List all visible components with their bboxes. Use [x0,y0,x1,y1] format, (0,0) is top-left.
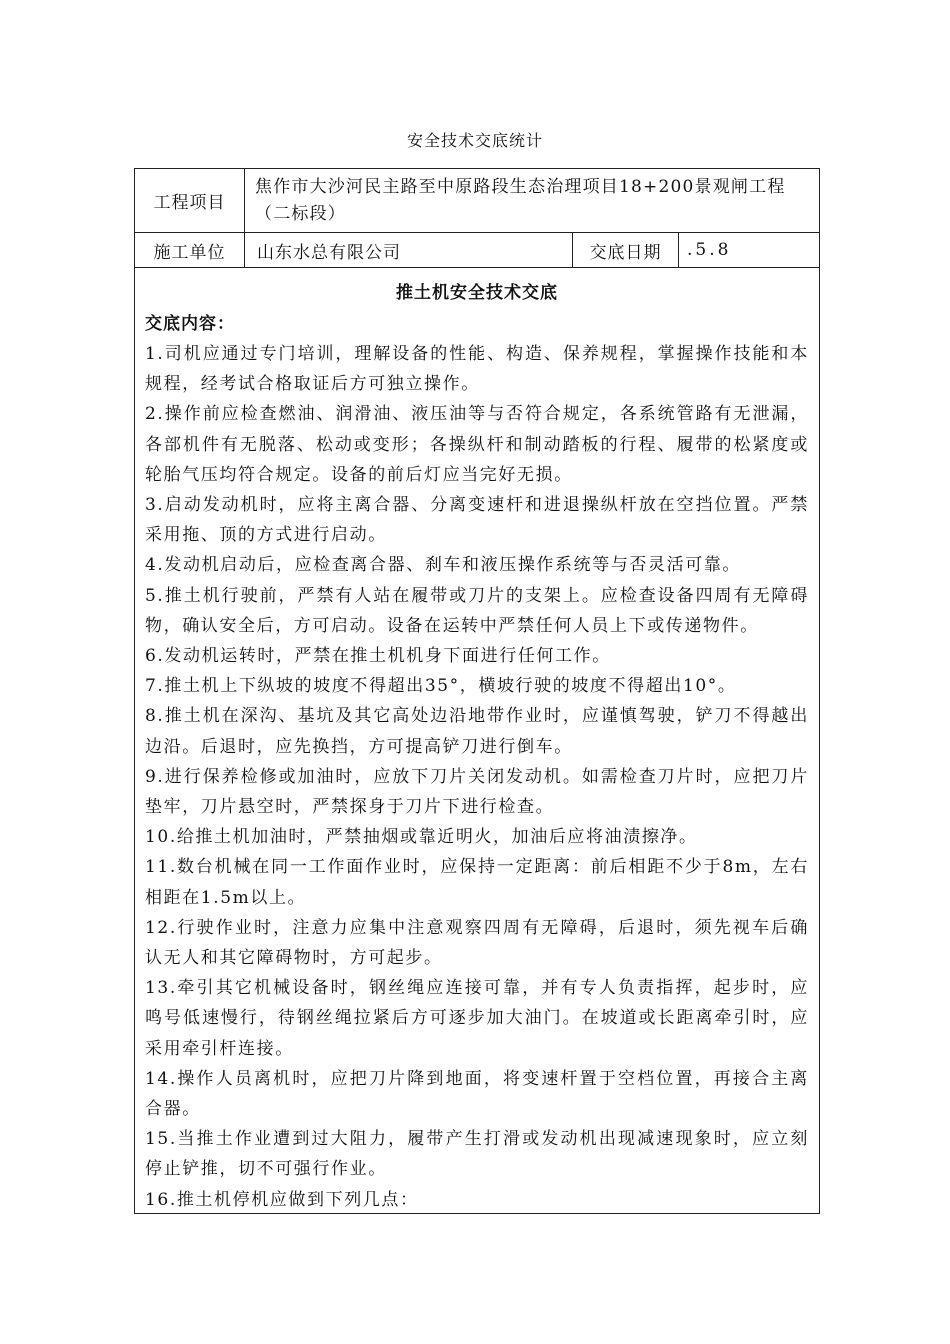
list-item: 9.进行保养检修或加油时，应放下刀片关闭发动机。如需检查刀片时，应把刀片垫牢，刀片悬空时，严禁探身于刀片下进行检查。 [145,766,809,818]
list-item: 16.推土机停机应做到下列几点： [145,1189,419,1210]
content-label: 交底内容： [145,314,235,334]
document-title: 安全技术交底统计 [406,131,543,150]
project-value: 焦作市大沙河民主路至中原路段生态治理项目18+200景观闸工程（二标段） [255,176,786,224]
list-item: 10.给推土机加油时，严禁抽烟或靠近明火，加油后应将油渍擦净。 [145,827,698,848]
date-value: .5.8 [687,240,732,260]
list-item: 4.发动机启动后，应检查离合器、刹车和液压操作系统等与否灵活可靠。 [145,555,742,576]
list-item: 11.数台机械在同一工作面作业时，应保持一定距离：前后相距不少于8m，左右相距在1.5m以上。 [145,857,809,908]
list-item: 6.发动机运转时，严禁在推土机机身下面进行任何工作。 [145,646,611,667]
project-row [135,169,819,233]
disclosure-content [135,268,819,1215]
project-label: 工程项目 [135,169,245,232]
unit-value: 山东水总有限公司 [245,233,573,267]
unit-date-row [135,233,819,268]
list-item: 8.推土机在深沟、基坑及其它高处边沿地带作业时，应谨慎驾驶，铲刀不得越出边沿。后退时，应先换挡，方可提高铲刀进行倒车。 [145,706,809,757]
section-title: 推土机安全技术交底 [396,283,558,303]
list-item: 12.行驶作业时，注意力应集中注意观察四周有无障碍，后退时，须先视车后确认无人和其它障碍物时，方可起步。 [145,917,809,969]
list-item: 3.启动发动机时，应将主离合器、分离变速杆和进退操纵杆放在空挡位置。严禁采用拖、顶的方式进行启动。 [145,495,809,546]
list-item: 13.牵引其它机械设备时，钢丝绳应连接可靠，并有专人负责指挥，起步时，应鸣号低速慢行，待钢丝绳拉紧后方可逐步加大油门。在坡道或长距离牵引时，应采用牵引杆连接。 [145,978,809,1059]
list-item: 5.推土机行驶前，严禁有人站在履带或刀片的支架上。应检查设备四周有无障碍物，确认安全后，方可启动。设备在运转中严禁任何人员上下或传递物件。 [145,585,809,636]
unit-label: 施工单位 [135,233,245,267]
list-item: 15.当推土作业遭到过大阻力，履带产生打滑或发动机出现减速现象时，应立刻停止铲推，切不可强行作业。 [145,1129,809,1180]
content-items [145,339,809,1215]
list-item: 14.操作人员离机时，应把刀片降到地面，将变速杆置于空档位置，再接合主离合器。 [145,1068,809,1120]
date-label: 交底日期 [573,233,679,267]
list-item: 1.司机应通过专门培训，理解设备的性能、构造、保养规程，掌握操作技能和本规程，经考试合格取证后方可独立操作。 [145,344,809,395]
list-item: 7.推土机上下纵坡的坡度不得超出35°，横坡行驶的坡度不得超出10°。 [145,676,737,697]
list-item: 2.操作前应检查燃油、润滑油、液压油等与否符合规定，各系统管路有无泄漏，各部机件有无脱落、松动或变形；各操纵杆和制动踏板的行程、履带的松紧度或轮胎气压均符合规定。设备的前后灯应当完好无损。 [145,404,809,485]
disclosure-form [134,168,820,1214]
